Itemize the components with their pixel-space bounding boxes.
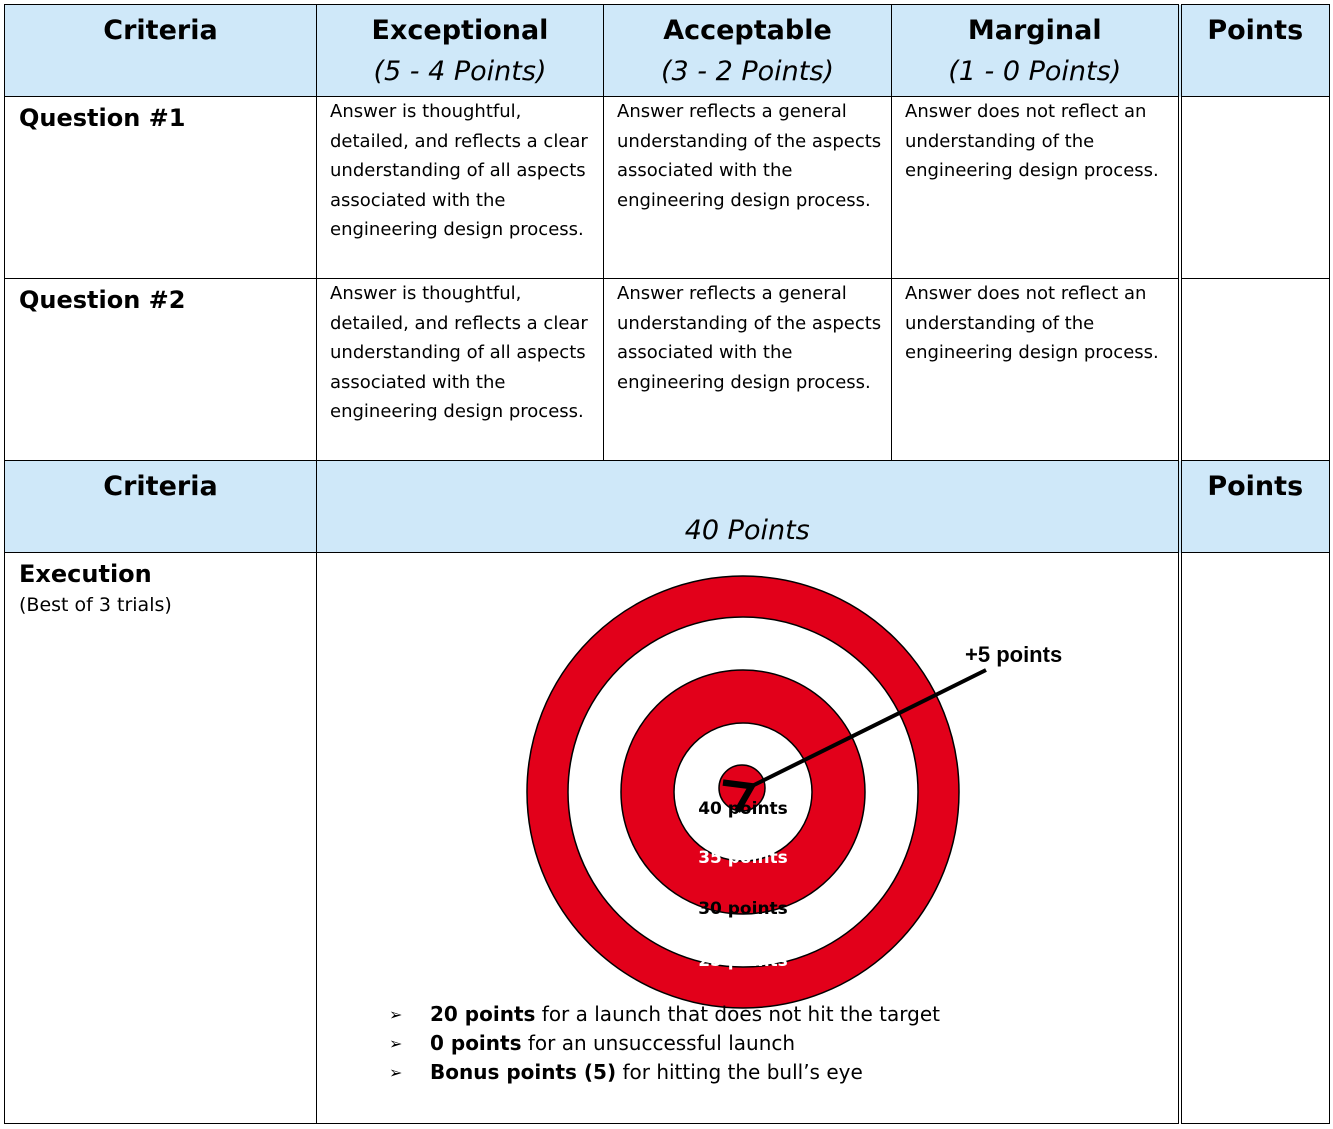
- question-1-marginal: [892, 97, 1180, 279]
- note-2-text: for an unsuccessful launch: [521, 1031, 796, 1055]
- arrow-bullet-icon: ➢: [389, 1034, 403, 1053]
- question-1-label: Question #1: [19, 104, 186, 132]
- points-header-2-label: Points: [1207, 471, 1304, 502]
- execution-points: [1180, 553, 1330, 1124]
- question-2-exceptional: [317, 279, 604, 461]
- points-header-2: [1180, 461, 1330, 553]
- question-1-marginal-text: Answer does not reflect an understanding of the engineering design process.: [905, 101, 1159, 181]
- question-2-marginal: [892, 279, 1180, 461]
- question-2-marginal-text: Answer does not reflect an understanding of the engineering design process.: [905, 283, 1159, 363]
- list-item: [389, 1000, 940, 1029]
- marginal-title: Marginal: [967, 15, 1102, 46]
- question-1-points: [1180, 97, 1330, 279]
- total-points-header: [317, 461, 1180, 553]
- exceptional-title: Exceptional: [371, 15, 549, 46]
- execution-criteria: [5, 553, 317, 1124]
- question-2-acceptable: [604, 279, 892, 461]
- question-1-acceptable: [604, 97, 892, 279]
- note-1-bold: 20 points: [430, 1002, 536, 1026]
- exceptional-range: (5 - 4 Points): [373, 56, 547, 87]
- question-1-acceptable-text: Answer reflects a general understanding of the aspects associated with the engineering design process.: [617, 101, 882, 211]
- question-2-points: [1180, 279, 1330, 461]
- question-2-label: Question #2: [19, 286, 186, 314]
- label-40-points: 40 points: [698, 799, 788, 819]
- marginal-header: [892, 5, 1180, 97]
- table-row: [5, 97, 1330, 279]
- list-item: [389, 1058, 940, 1087]
- total-points-label: 40 Points: [684, 515, 810, 546]
- question-1-exceptional: [317, 97, 604, 279]
- bonus-callout: +5 points: [965, 642, 1063, 667]
- note-3-bold: Bonus points (5): [430, 1060, 617, 1084]
- marginal-range: (1 - 0 Points): [948, 56, 1122, 87]
- execution-subtitle: (Best of 3 trials): [19, 594, 172, 616]
- acceptable-header: [604, 5, 892, 97]
- question-1-exceptional-text: Answer is thoughtful, detailed, and reflects a clear understanding of all aspects associated with the engineering design process.: [330, 101, 588, 240]
- acceptable-range: (3 - 2 Points): [661, 56, 834, 87]
- points-header-label: Points: [1207, 15, 1304, 46]
- arrow-bullet-icon: ➢: [389, 1005, 403, 1024]
- criteria-header: [5, 5, 317, 97]
- note-1-text: for a launch that does not hit the target: [535, 1002, 940, 1026]
- rubric-table: [4, 4, 1330, 1124]
- execution-label: Execution: [19, 560, 152, 588]
- label-35-points: 35 points: [698, 848, 788, 868]
- note-3-text: for hitting the bull’s eye: [616, 1060, 863, 1084]
- criteria-header-2-label: Criteria: [103, 471, 218, 502]
- points-header: [1180, 5, 1330, 97]
- question-2-acceptable-text: Answer reflects a general understanding of the aspects associated with the engineering design process.: [617, 283, 882, 393]
- list-item: [389, 1029, 940, 1058]
- scoring-notes: [389, 1000, 940, 1087]
- exceptional-header: [317, 5, 604, 97]
- target-cell: [317, 553, 1180, 1124]
- arrow-bullet-icon: ➢: [389, 1063, 403, 1082]
- question-2-exceptional-text: Answer is thoughtful, detailed, and reflects a clear understanding of all aspects associated with the engineering design process.: [330, 283, 588, 422]
- note-2-bold: 0 points: [430, 1031, 522, 1055]
- acceptable-title: Acceptable: [663, 15, 832, 46]
- table-row: [5, 553, 1330, 1124]
- question-1-criteria: [5, 97, 317, 279]
- question-2-criteria: [5, 279, 317, 461]
- label-25-points: 25 points: [698, 951, 788, 971]
- criteria-header-2: [5, 461, 317, 553]
- label-30-points: 30 points: [698, 899, 788, 919]
- table-row: [5, 279, 1330, 461]
- criteria-header-label: Criteria: [103, 15, 218, 46]
